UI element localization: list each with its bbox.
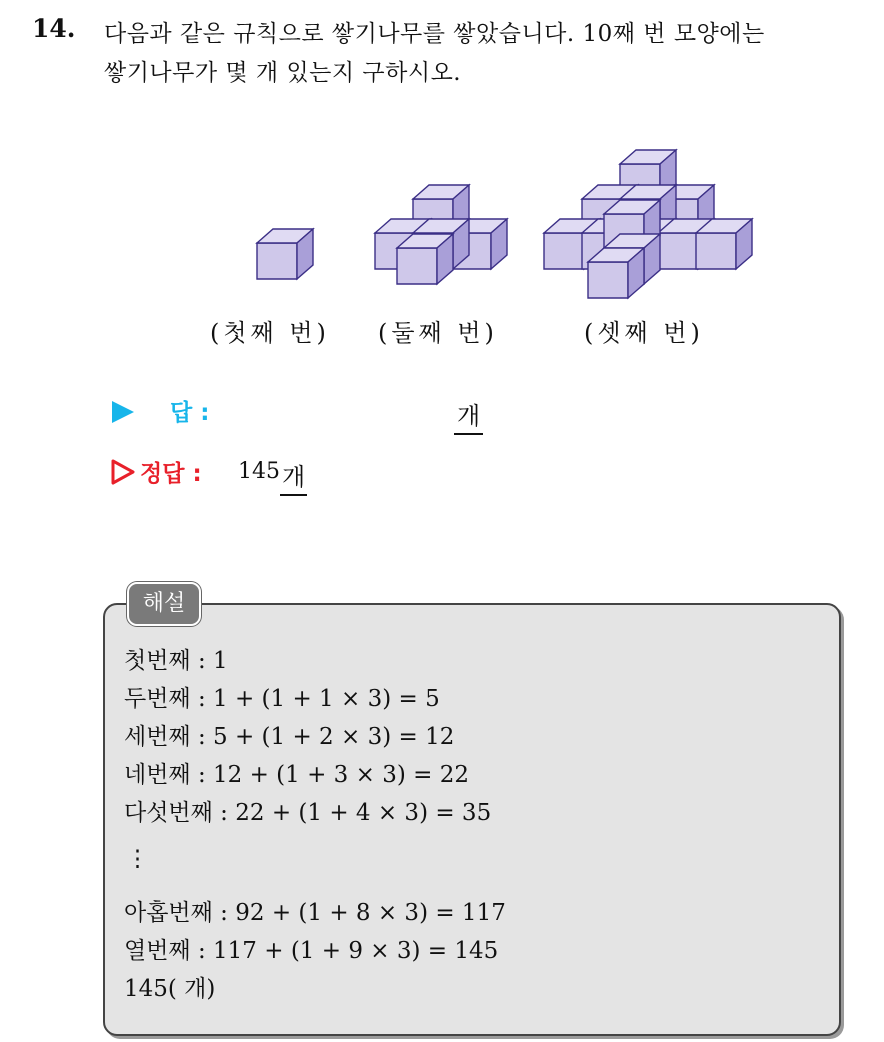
figure-2-cubes (375, 185, 507, 284)
solution-line: 두번째 : 1 + (1 + 1 × 3) = 5 (124, 686, 440, 712)
answer-marker-icon (112, 401, 134, 423)
correct-answer-value: 145 (238, 459, 280, 484)
cube (397, 234, 453, 284)
figure-3-cubes (544, 150, 752, 298)
figure-label-3: (셋째 번) (584, 319, 704, 347)
solution-line: 아홉번째 : 92 + (1 + 8 × 3) = 117 (124, 900, 506, 926)
solution-line: 네번째 : 12 + (1 + 3 × 3) = 22 (124, 762, 469, 788)
correct-answer-unit: 개 (280, 457, 307, 496)
cube (696, 219, 752, 269)
answer-label: 답 : (170, 400, 210, 426)
question-number: 14. (32, 14, 76, 43)
solution-line: 열번째 : 117 + (1 + 9 × 3) = 145 (124, 938, 499, 964)
question-text-line-2: 쌓기나무가 몇 개 있는지 구하시오. (104, 60, 462, 86)
correct-marker-icon (110, 459, 136, 485)
solution-ellipsis: ⋮ (126, 846, 149, 872)
figure-label-2: (둘째 번) (378, 319, 498, 347)
solution-line: 세번째 : 5 + (1 + 2 × 3) = 12 (124, 724, 455, 750)
solution-tag: 해설 (127, 582, 201, 626)
answer-unit: 개 (454, 396, 483, 435)
figure-1-cubes (257, 229, 313, 279)
question-text-line-1: 다음과 같은 규칙으로 쌓기나무를 쌓았습니다. 10째 번 모양에는 (104, 21, 765, 47)
cube (588, 248, 644, 298)
block-stack-figure (0, 0, 884, 310)
cube (257, 229, 313, 279)
solution-line: 145( 개) (124, 976, 216, 1002)
solution-line: 첫번째 : 1 (124, 648, 228, 674)
figure-label-1: (첫째 번) (210, 319, 330, 347)
solution-line: 다섯번째 : 22 + (1 + 4 × 3) = 35 (124, 800, 492, 826)
correct-answer-label: 정답 : (140, 461, 202, 487)
